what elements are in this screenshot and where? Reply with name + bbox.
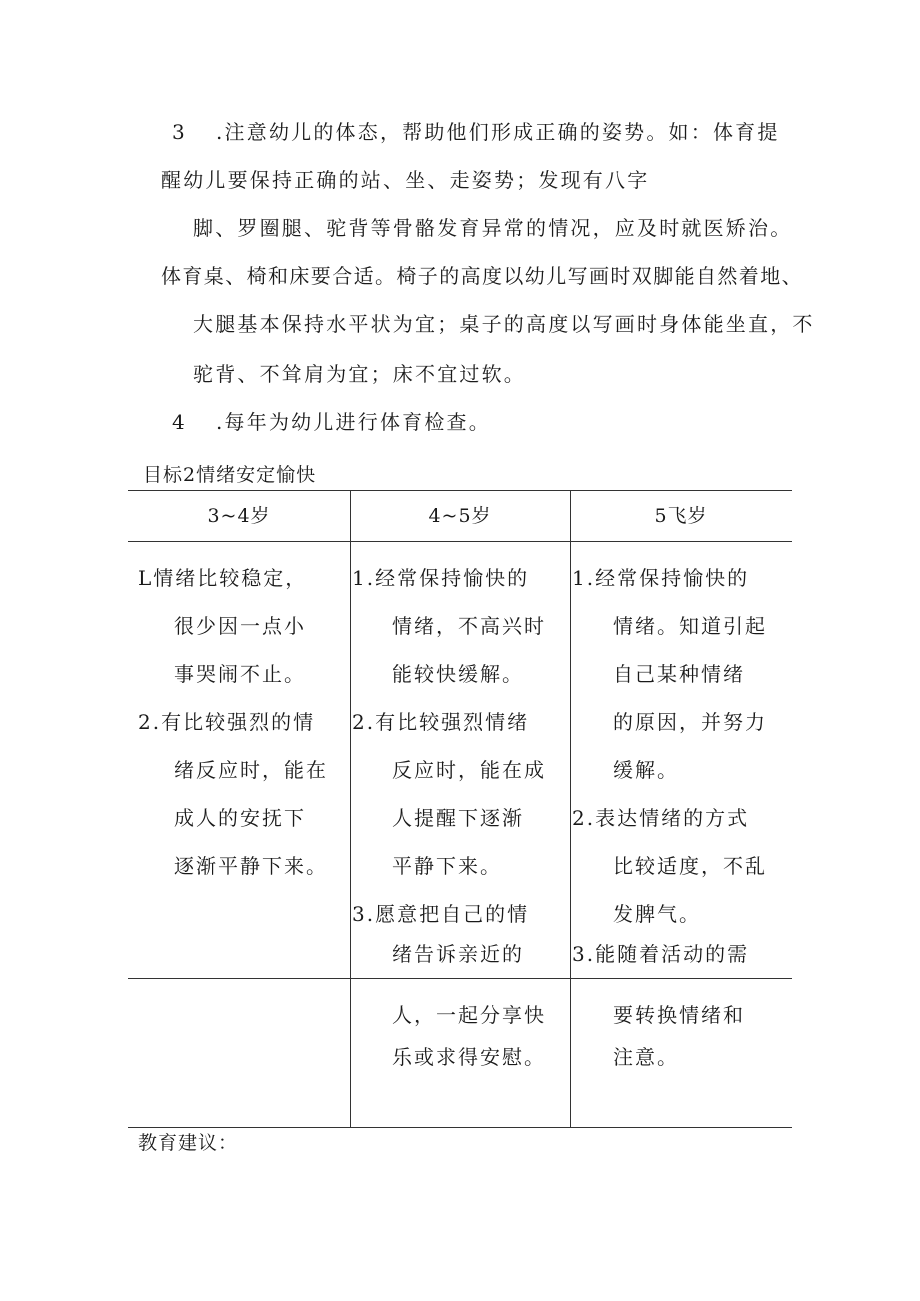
paragraph-3-number: 3 — [172, 120, 187, 144]
header-age-4-5: 4~5岁 — [428, 505, 492, 527]
col2-line: 2.有比较强烈情绪 — [352, 710, 530, 734]
table-bottom-border — [128, 1127, 792, 1128]
col2-line: 能较快缓解。 — [392, 662, 524, 686]
table-column-divider-1 — [350, 490, 351, 1127]
row2-col3-line: 要转换情绪和 — [613, 1003, 745, 1027]
col1-line: 绪反应时，能在 — [174, 758, 328, 782]
col1-line: 逐渐平静下来。 — [174, 854, 328, 878]
col3-line: 的原因，并努力 — [613, 710, 767, 734]
col1-line: 成人的安抚下 — [174, 806, 306, 830]
paragraph-3-line-5: 大腿基本保持水平状为宜；桌子的高度以写画时身体能坐直，不 — [193, 312, 815, 336]
paragraph-3-line-1: .注意幼儿的体态，帮助他们形成正确的姿势。如：体育提 — [216, 120, 780, 144]
col2-line: 反应时，能在成 — [392, 758, 546, 782]
col2-line: 3.愿意把自己的情 — [352, 902, 530, 926]
col2-line: 绪告诉亲近的 — [392, 942, 524, 966]
col3-line: 发脾气。 — [613, 902, 701, 926]
col3-line: 3.能随着活动的需 — [572, 942, 750, 966]
col3-line: 2.表达情绪的方式 — [572, 806, 750, 830]
col1-line: 事哭闹不止。 — [174, 662, 306, 686]
row2-col2-line: 乐或求得安慰。 — [392, 1045, 546, 1069]
col3-line: 1.经常保持愉快的 — [572, 566, 750, 590]
paragraph-4-number: 4 — [172, 410, 187, 434]
col2-line: 人提醒下逐渐 — [392, 806, 524, 830]
paragraph-4-text: .每年为幼儿进行体育检查。 — [216, 410, 491, 434]
table-header-divider — [128, 541, 792, 542]
table-row-divider — [128, 978, 792, 979]
paragraph-3-line-3: 脚、罗圈腿、驼背等骨骼发育异常的情况，应及时就医矫治。 — [193, 216, 793, 240]
col3-line: 情绪。知道引起 — [613, 614, 767, 638]
paragraph-3-line-4: 体育桌、椅和床要合适。椅子的高度以幼儿写画时双脚能自然着地、 — [161, 264, 803, 288]
col3-line: 自己某种情绪 — [613, 662, 745, 686]
col2-line: 情绪，不高兴时 — [392, 614, 546, 638]
table-caption: 目标2情绪安定愉快 — [143, 464, 317, 486]
table-column-divider-2 — [570, 490, 571, 1127]
header-age-3-4: 3~4岁 — [207, 505, 271, 527]
paragraph-3-line-2: 醒幼儿要保持正确的站、坐、走姿势；发现有八字 — [161, 168, 650, 192]
col3-line: 比较适度，不乱 — [613, 854, 767, 878]
col1-line: 2.有比较强烈的情 — [138, 710, 316, 734]
header-age-5-6: 5飞岁 — [654, 505, 708, 527]
education-suggestions-label: 教育建议： — [138, 1132, 239, 1154]
paragraph-3-line-6: 驼背、不耸肩为宜；床不宜过软。 — [193, 362, 526, 386]
col1-line: L情绪比较稳定， — [138, 566, 308, 590]
row2-col3-line: 注意。 — [613, 1045, 679, 1069]
col1-line: 很少因一点小 — [174, 614, 306, 638]
col2-line: 平静下来。 — [392, 854, 502, 878]
col3-line: 缓解。 — [613, 758, 679, 782]
row2-col2-line: 人，一起分享快 — [392, 1003, 546, 1027]
col2-line: 1.经常保持愉快的 — [352, 566, 530, 590]
table-top-border — [128, 490, 792, 491]
